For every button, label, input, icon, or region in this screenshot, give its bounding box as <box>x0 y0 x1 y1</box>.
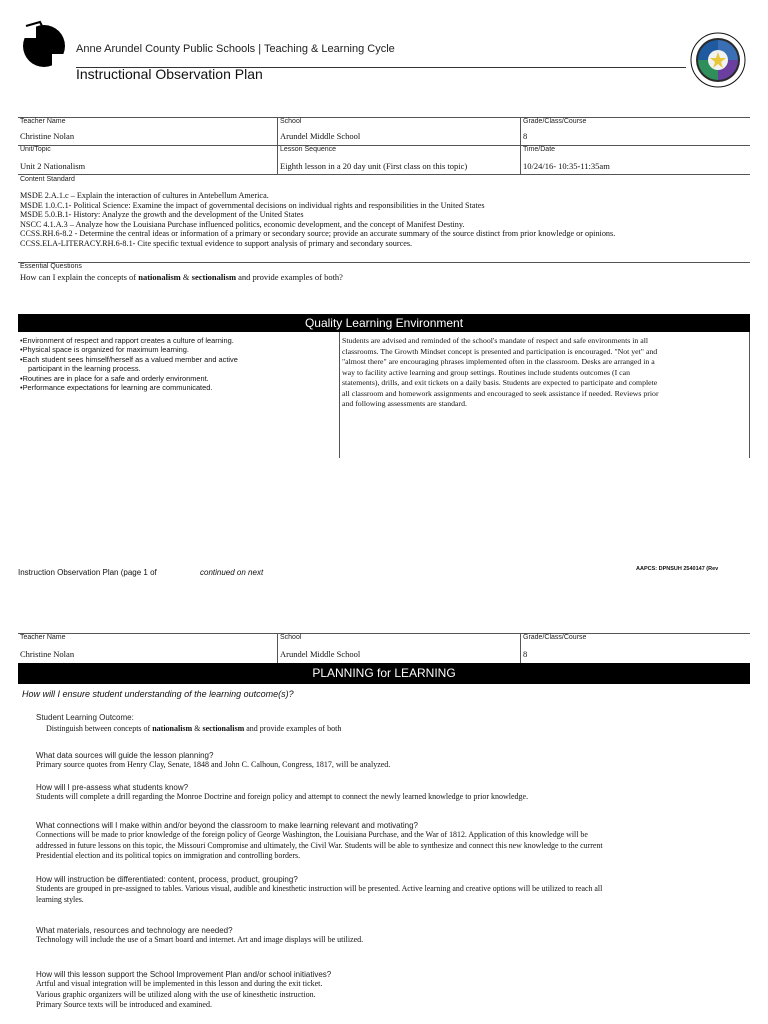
standard-line: CCSS.ELA-LITERACY.RH.6-8.1- Cite specific textual evidence to support analysis of primary and secondary sources. <box>20 238 413 248</box>
info-rule <box>18 174 750 175</box>
outcome-part: & <box>192 724 203 733</box>
teacher-label: Teacher Name <box>20 118 66 125</box>
school-label: School <box>280 118 302 125</box>
time-label: Time/Date <box>523 146 556 153</box>
content-standard-list <box>20 191 615 249</box>
sequence-value: Eighth lesson in a 20 day unit (First class on this topic) <box>280 161 468 171</box>
school-name: Arundel Middle School <box>280 131 361 141</box>
planning-answer: Technology will include the use of a Smart board and internet. Art and image displays will be utilized. <box>36 935 364 944</box>
sequence-label: Lesson Sequence <box>280 146 337 153</box>
footer-page-label: Instruction Observation Plan (page 1 of <box>18 568 157 577</box>
response-line: way to facility active learning and group settings. Routines include students outcomes (I can <box>342 367 630 377</box>
list-item: •Performance expectations for learning are communicated. <box>20 383 213 393</box>
list-item: participant in the learning process. <box>28 364 141 374</box>
list-item: •Each student sees himself/herself as a valued member and active <box>20 354 238 364</box>
school-name: Arundel Middle School <box>280 649 361 659</box>
unit-value: Unit 2 Nationalism <box>20 161 86 171</box>
info2-rule-top <box>18 633 750 634</box>
response-line: all classroom and homework assignments and encouraged to seek assistance if needed. Reviews prior <box>342 388 659 398</box>
school-label: School <box>280 634 302 641</box>
planning-question: What connections will I make within and/or beyond the classroom to make learning relevant and motivating? <box>36 821 418 830</box>
outcome-part: and provide examples of both <box>244 724 342 733</box>
quality-learning-environment-header: Quality Learning Environment <box>18 314 750 332</box>
list-item: •Routines are in place for a safe and orderly environment. <box>20 373 209 383</box>
outcome-term: nationalism <box>152 724 193 733</box>
planning-answer: Various graphic organizers will be utilized along with the use of kinesthetic instruction. <box>36 989 316 999</box>
planning-qa-3 <box>36 875 750 905</box>
planning-for-learning-header: PLANNING for LEARNING <box>18 663 750 684</box>
grade-value: 8 <box>523 131 528 141</box>
outcome-part: Distinguish between concepts of <box>46 724 153 733</box>
outcome-label: Student Learning Outcome: <box>36 713 134 722</box>
grade-label: Grade/Class/Course <box>523 118 587 125</box>
response-line: statements), drills, and exit tickets on a daily basis. Students are expected to participate and complete <box>342 378 658 387</box>
footer-form-code: AAPCS: DPNSUH 2540147 (Rev <box>636 566 719 572</box>
col-divider <box>520 633 521 663</box>
teacher-name: Christine Nolan <box>20 131 75 141</box>
planning-answer: Artful and visual integration will be implemented in this lesson and during the exit ticket. <box>36 979 323 988</box>
col-divider <box>277 633 278 663</box>
essential-question <box>20 272 343 282</box>
planning-qa-5 <box>36 970 750 1011</box>
planning-question: What data sources will guide the lesson planning? <box>36 751 214 760</box>
eq-text: & <box>180 272 192 282</box>
outcome-text <box>46 724 341 733</box>
footer-continued: continued on next <box>200 568 264 577</box>
grade-value: 8 <box>523 649 528 659</box>
planning-question: What materials, resources and technology are needed? <box>36 926 233 935</box>
planning-answer: Connections will be made to prior knowledge of the foreign policy of George Washington, the Louisiana Purchase, and the War of 1812. Application of this knowledge will be <box>36 830 588 839</box>
qle-divider <box>339 332 340 458</box>
planning-intro: How will I ensure student understanding of the learning outcome(s)? <box>22 689 294 699</box>
qle-bullet-list <box>20 336 238 392</box>
time-value: 10/24/16- 10:35-11:35am <box>523 161 610 171</box>
list-item: •Environment of respect and rapport creates a culture of learning. <box>20 336 234 345</box>
essential-questions-label: Essential Questions <box>20 263 82 270</box>
planning-answer: Students will complete a drill regarding the Monroe Doctrine and foreign policy and attempt to connect the newly learned knowledge to prior knowledge. <box>36 792 529 801</box>
standard-line: MSDE 5.0.B.1- History: Analyze the growth and the development of the United States <box>20 210 304 220</box>
info-rule <box>18 145 750 146</box>
info-rule-top <box>18 117 750 118</box>
teaching-learning-cycle-badge <box>690 32 746 88</box>
content-standard-label: Content Standard <box>20 176 75 183</box>
eq-text: and provide examples of both? <box>236 272 343 282</box>
qle-response <box>342 336 748 410</box>
list-item: •Physical space is organized for maximum learning. <box>20 345 189 355</box>
planning-answer: Primary source quotes from Henry Clay, Senate, 1848 and John C. Calhoun, Congress, 1817, will be analyzed. <box>36 760 391 769</box>
planning-answer: Presidential election and its political topics on immigration and controlling borders. <box>36 851 301 860</box>
planning-qa-0 <box>36 751 750 771</box>
planning-question: How will this lesson support the School Improvement Plan and/or school initiatives? <box>36 970 332 979</box>
planning-question: How will instruction be differentiated: content, process, product, grouping? <box>36 875 298 884</box>
grade-label: Grade/Class/Course <box>523 634 587 641</box>
planning-qa-1 <box>36 783 750 803</box>
outcome-term: sectionalism <box>202 724 245 733</box>
aacps-logo <box>18 20 72 74</box>
org-title: Anne Arundel County Public Schools | Teaching & Learning Cycle <box>76 43 395 55</box>
response-line: Students are advised and reminded of the school's mandate of respect and safe environments in all <box>342 336 649 345</box>
teacher-label: Teacher Name <box>20 634 66 641</box>
planning-answer: addressed in future lessons on this topic, the Missouri Compromise and ultimately, the Civil War. Students will be able to synthesize and connect this new knowledge to the current <box>36 840 603 850</box>
unit-label: Unit/Topic <box>20 146 51 153</box>
eq-text: How can I explain the concepts of <box>20 272 139 282</box>
standard-line: NSCC 4.1.A.3 – Analyze how the Louisiana Purchase influenced politics, economic development, and the concept of Manifest Destiny. <box>20 219 465 229</box>
planning-answer: learning styles. <box>36 894 84 904</box>
teacher-name: Christine Nolan <box>20 649 75 659</box>
planning-question: How will I pre-assess what students know? <box>36 783 189 792</box>
response-line: and following assessments are standard. <box>342 399 467 408</box>
planning-qa-4 <box>36 926 750 946</box>
response-line: classrooms. The Growth Mindset concept is presented and participation is encouraged. "Not yet" and <box>342 346 658 356</box>
standard-rule <box>18 262 750 263</box>
eq-term: sectionalism <box>191 272 237 282</box>
standard-line: MSDE 2.A.1.c – Explain the interaction of cultures in Antebellum America. <box>20 191 269 200</box>
planning-qa-2 <box>36 821 750 862</box>
eq-term: nationalism <box>138 272 181 282</box>
page-title: Instructional Observation Plan <box>76 66 263 82</box>
standard-line: CCSS.RH.6-8.2 - Determine the central ideas or information of a primary or secondary source; provide an accurate summary of the source distinct from prior knowledge or opinions. <box>20 229 616 239</box>
planning-answer: Students are grouped in pre-assigned to tables. Various visual, audible and kinesthetic instruction will be presented. Active learning and creative options will be utilized to reach all <box>36 884 603 893</box>
planning-answer: Primary Source texts will be introduced and examined. <box>36 1000 212 1009</box>
qle-border-right <box>749 332 750 458</box>
response-line: "almost there" are encouraging phrases implemented often in the classroom. Desks are arranged in a <box>342 357 655 366</box>
standard-line: MSDE 1.0.C.1- Political Science: Examine the impact of governmental decisions on individual rights and responsibilities in the United States <box>20 200 485 210</box>
